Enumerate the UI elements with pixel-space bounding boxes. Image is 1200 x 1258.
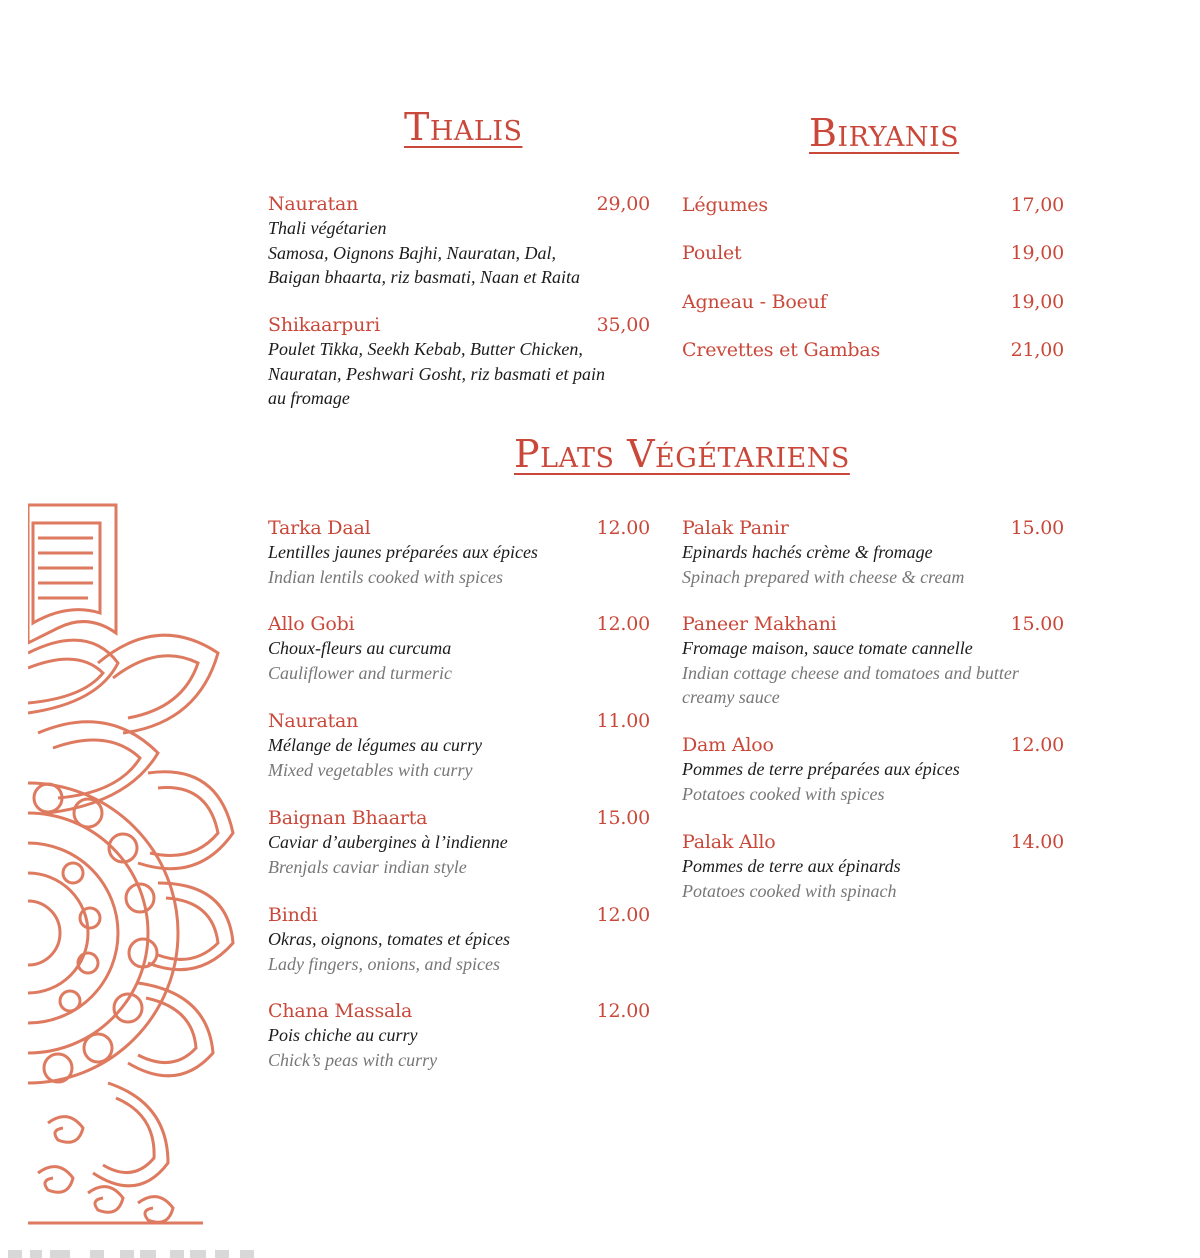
item-name: Allo Gobi: [268, 613, 355, 635]
item-name: Shikaarpuri: [268, 314, 380, 336]
item-description-fr: Choux-fleurs au curcuma: [268, 638, 452, 658]
thali-item: [268, 313, 650, 411]
item-price: 17,00: [1010, 194, 1064, 216]
item-name: Crevettes et Gambas: [682, 339, 881, 361]
mandala-ornament-icon: [28, 503, 238, 1228]
veg-item-palak-allo: [682, 830, 1072, 903]
item-name: Nauratan: [268, 710, 359, 732]
item-name: Palak Allo: [682, 831, 776, 853]
item-description-en: Indian lentils cooked with spices: [268, 566, 503, 587]
item-description-fr: Pommes de terre aux épinards: [682, 856, 901, 876]
thali-item: [268, 192, 650, 290]
veg-item-allo-gobi: [268, 612, 650, 685]
item-name: Légumes: [682, 194, 768, 216]
item-description-fr: Mélange de légumes au curry: [268, 735, 482, 755]
item-description-en: Brenjals caviar indian style: [268, 856, 467, 877]
item-name: Paneer Makhani: [682, 613, 837, 635]
veg-item-tarka-daal: [268, 516, 650, 589]
veg-item-nauratan: [268, 709, 650, 782]
item-name: Nauratan: [268, 193, 359, 215]
veg-item-chana-massala: [268, 999, 650, 1072]
item-name: Agneau - Boeuf: [682, 291, 827, 313]
item-price: 29,00: [596, 193, 650, 215]
veg-item-bindi: [268, 903, 650, 976]
item-description-line: Thali végétarien: [268, 218, 387, 238]
item-description-line: Nauratan, Peshwari Gosht, riz basmati et pain: [268, 363, 606, 384]
item-description-fr: Lentilles jaunes préparées aux épices: [268, 542, 538, 562]
item-price: 12.00: [596, 1000, 650, 1022]
item-price: 35,00: [596, 314, 650, 336]
item-price: 12.00: [596, 904, 650, 926]
item-price: 21,00: [1010, 339, 1064, 361]
item-price: 11.00: [596, 710, 650, 732]
vegetariens-heading: Plats Végétariens: [514, 432, 850, 476]
item-description-en: Chick’s peas with curry: [268, 1049, 438, 1070]
item-description-en: Potatoes cooked with spices: [682, 783, 885, 804]
biryani-item: [682, 338, 1064, 362]
item-description-en: Indian cottage cheese and tomatoes and butter: [682, 662, 1019, 683]
biryanis-heading: Biryanis: [809, 111, 960, 155]
item-price: 12.00: [596, 613, 650, 635]
item-description-en: Mixed vegetables with curry: [268, 759, 473, 780]
veg-item-baignan-bhaarta: [268, 806, 650, 879]
item-description-fr: Caviar d’aubergines à l’indienne: [268, 832, 508, 852]
veg-item-dam-aloo: [682, 733, 1072, 806]
item-name: Poulet: [682, 242, 742, 264]
item-description-en: Spinach prepared with cheese & cream: [682, 566, 965, 587]
item-name: Palak Panir: [682, 517, 789, 539]
item-description-line: Samosa, Oignons Bajhi, Nauratan, Dal,: [268, 242, 557, 263]
item-description-en: creamy sauce: [682, 687, 780, 707]
item-description-line: Baigan bhaarta, riz basmati, Naan et Raita: [268, 267, 581, 287]
item-price: 19,00: [1010, 242, 1064, 264]
item-price: 15.00: [1010, 517, 1064, 539]
item-name: Tarka Daal: [268, 517, 371, 539]
item-description-fr: Okras, oignons, tomates et épices: [268, 929, 510, 949]
item-description-line: Poulet Tikka, Seekh Kebab, Butter Chicken,: [268, 339, 583, 359]
item-price: 12.00: [1010, 734, 1064, 756]
item-name: Chana Massala: [268, 1000, 413, 1022]
item-description-fr: Pommes de terre préparées aux épices: [682, 759, 960, 779]
biryani-item: [682, 193, 1064, 217]
veg-item-palak-panir: [682, 516, 1072, 589]
item-price: 15.00: [1010, 613, 1064, 635]
item-name: Dam Aloo: [682, 734, 774, 756]
item-name: Bindi: [268, 904, 318, 926]
item-description-en: Potatoes cooked with spinach: [682, 880, 897, 901]
item-price: 19,00: [1010, 291, 1064, 313]
item-description-fr: Fromage maison, sauce tomate cannelle: [682, 638, 973, 658]
veg-item-paneer-makhani: [682, 612, 1072, 710]
item-description-en: Lady fingers, onions, and spices: [268, 953, 500, 974]
item-name: Baignan Bhaarta: [268, 807, 428, 829]
partial-text-edge-icon: [0, 1246, 1200, 1258]
thalis-heading: Thalis: [404, 105, 523, 149]
item-price: 15.00: [596, 807, 650, 829]
biryani-item: [682, 241, 1064, 265]
item-price: 12.00: [596, 517, 650, 539]
item-price: 14.00: [1010, 831, 1064, 853]
item-description-fr: Epinards hachés crème & fromage: [682, 542, 933, 562]
biryani-item: [682, 290, 1064, 314]
item-description-en: Cauliflower and turmeric: [268, 662, 452, 683]
item-description-line: au fromage: [268, 388, 350, 408]
item-description-fr: Pois chiche au curry: [268, 1025, 418, 1045]
